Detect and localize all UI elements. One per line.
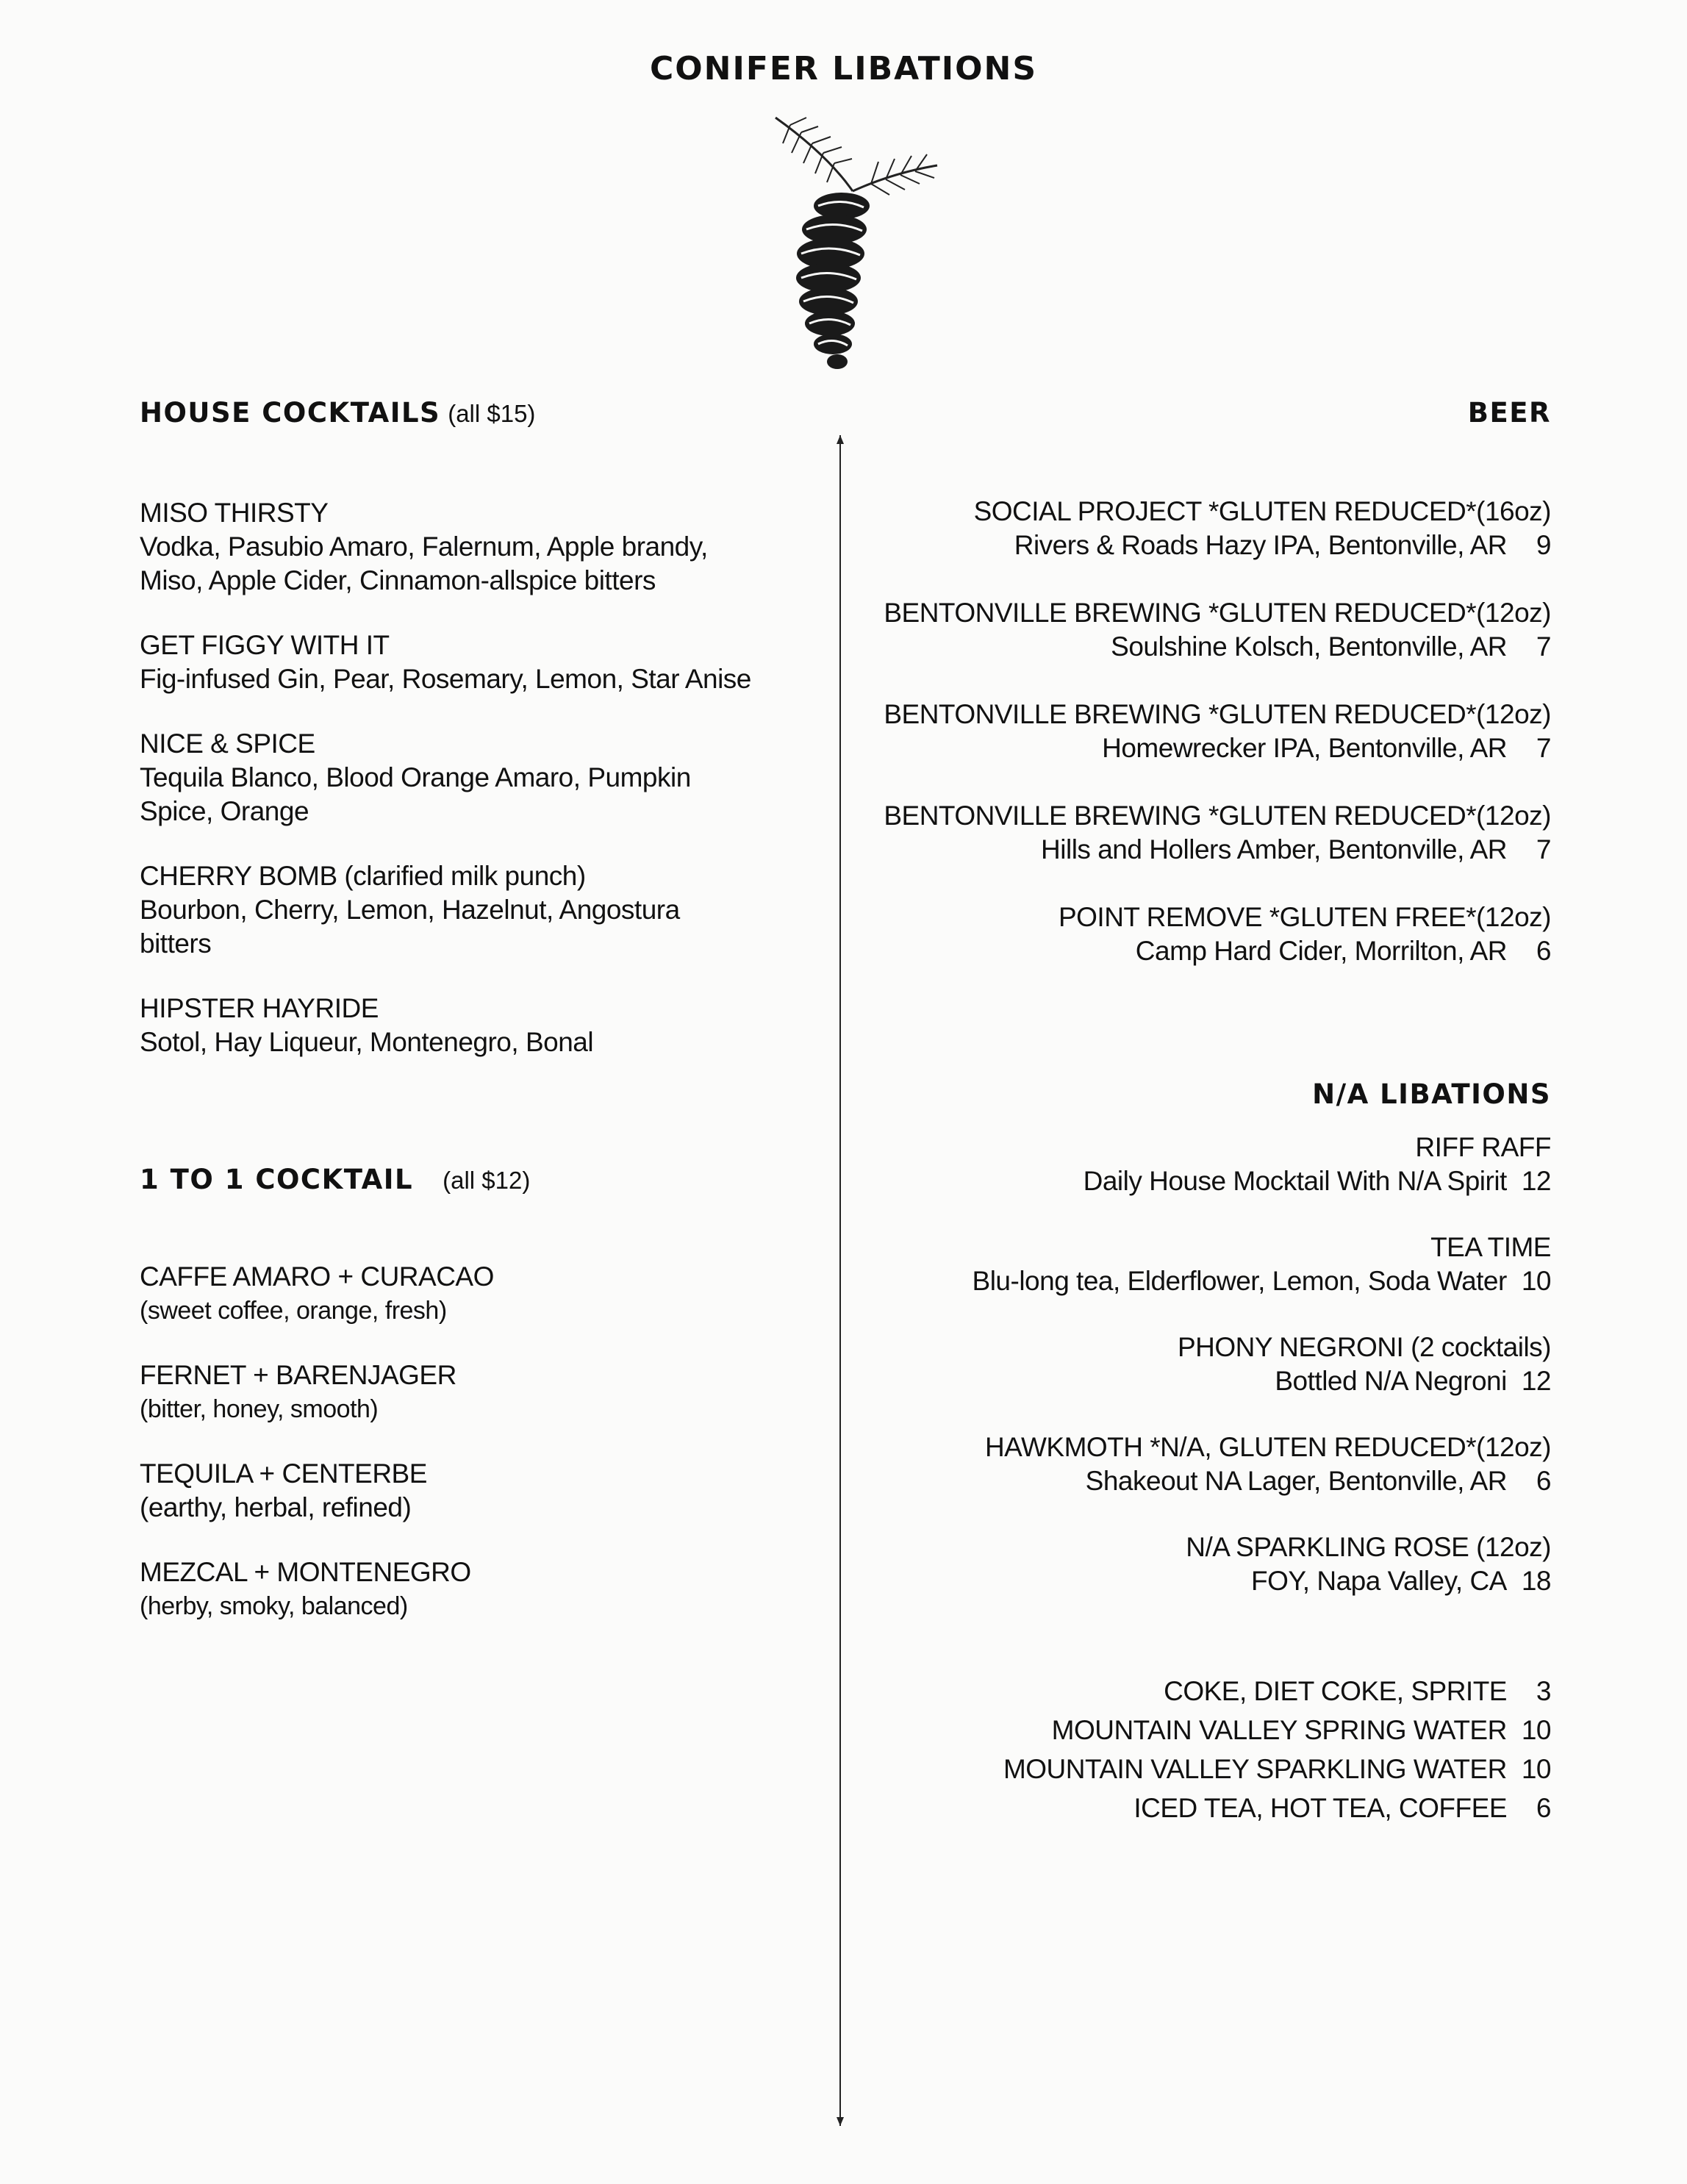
item-desc: bitters: [140, 928, 212, 959]
item-desc: Bourbon, Cherry, Lemon, Hazelnut, Angostura: [140, 895, 680, 925]
item-desc: Tequila Blanco, Blood Orange Amaro, Pumpkin: [140, 762, 691, 792]
menu-item: [816, 1530, 1551, 1598]
item-desc: Vodka, Pasubio Amaro, Falernum, Apple brandy,: [140, 531, 708, 562]
menu-item: [140, 629, 816, 696]
item-desc: (herby, smoky, balanced): [140, 1592, 408, 1620]
menu-item: [816, 596, 1551, 664]
menu-item: [816, 1431, 1551, 1498]
item-desc-text: Rivers & Roads Hazy IPA, Bentonville, AR: [1014, 530, 1507, 560]
menu-item: [816, 799, 1551, 867]
list-item: [816, 1789, 1551, 1827]
item-name: MOUNTAIN VALLEY SPARKLING WATER: [1003, 1754, 1507, 1784]
item-price: 7: [1536, 733, 1551, 763]
item-desc: [816, 1164, 1551, 1198]
item-desc-text: Homewrecker IPA, Bentonville, AR: [1102, 733, 1507, 763]
item-desc: (sweet coffee, orange, fresh): [140, 1297, 447, 1325]
item-name: TEA TIME: [1430, 1232, 1551, 1262]
menu-item: [140, 992, 816, 1059]
na-libations-heading: N/A LIBATIONS: [1312, 1078, 1551, 1110]
item-desc: [816, 1364, 1551, 1398]
item-price: 7: [1536, 834, 1551, 864]
item-desc: (earthy, herbal, refined): [140, 1492, 412, 1522]
item-desc-text: Daily House Mocktail With N/A Spirit: [1083, 1166, 1507, 1196]
item-desc-text: Bottled N/A Negroni: [1275, 1366, 1507, 1396]
item-name: BENTONVILLE BREWING *GLUTEN REDUCED*(12oz): [884, 598, 1551, 628]
list-item: [816, 1750, 1551, 1789]
menu-title: CONIFER LIBATIONS: [649, 50, 1038, 87]
item-desc: (bitter, honey, smooth): [140, 1395, 379, 1423]
item-name: NICE & SPICE: [140, 728, 315, 759]
item-desc: [816, 731, 1551, 765]
section-title: 1 TO 1 COCKTAIL: [140, 1164, 414, 1195]
item-desc: [816, 1264, 1551, 1298]
price-note: (all $15): [448, 400, 536, 427]
item-price: 6: [1536, 1793, 1551, 1823]
menu-item: [140, 727, 816, 828]
item-price: 10: [1521, 1754, 1551, 1784]
left-column: [140, 397, 816, 1623]
item-name: PHONY NEGRONI (2 cocktails): [1177, 1332, 1551, 1362]
item-price: 12: [1521, 1166, 1551, 1196]
menu-item: [140, 1457, 816, 1525]
item-desc-text: FOY, Napa Valley, CA: [1251, 1566, 1507, 1596]
item-desc: [816, 1464, 1551, 1498]
item-price: 6: [1536, 1466, 1551, 1496]
item-name: TEQUILA + CENTERBE: [140, 1458, 427, 1489]
item-name: ICED TEA, HOT TEA, COFFEE: [1133, 1793, 1507, 1823]
item-desc: Fig-infused Gin, Pear, Rosemary, Lemon, Star Anise: [140, 664, 751, 694]
item-desc: Sotol, Hay Liqueur, Montenegro, Bonal: [140, 1027, 594, 1057]
one-to-one-heading: [140, 1164, 816, 1195]
item-name: BENTONVILLE BREWING *GLUTEN REDUCED*(12oz): [884, 801, 1551, 831]
item-desc-text: Blu-long tea, Elderflower, Lemon, Soda Water: [972, 1266, 1507, 1296]
item-name: N/A SPARKLING ROSE (12oz): [1186, 1532, 1551, 1562]
item-name: BENTONVILLE BREWING *GLUTEN REDUCED*(12oz): [884, 699, 1551, 729]
list-item: [816, 1711, 1551, 1750]
price-note: (all $12): [443, 1167, 531, 1194]
item-name: MOUNTAIN VALLEY SPRING WATER: [1051, 1715, 1507, 1745]
item-desc: [816, 833, 1551, 867]
menu-item: [816, 495, 1551, 562]
item-desc: Spice, Orange: [140, 796, 309, 826]
pinecone-icon: [761, 103, 952, 375]
item-name: COKE, DIET COKE, SPRITE: [1164, 1676, 1507, 1706]
menu-item: [816, 901, 1551, 968]
beer-heading: BEER: [1467, 397, 1551, 429]
item-desc: Miso, Apple Cider, Cinnamon-allspice bitters: [140, 565, 656, 595]
item-price: 10: [1521, 1266, 1551, 1296]
item-price: 18: [1521, 1566, 1551, 1596]
item-desc: [816, 630, 1551, 664]
menu-item: [816, 698, 1551, 765]
item-name: FERNET + BARENJAGER: [140, 1360, 456, 1390]
menu-item: [140, 859, 816, 961]
item-name: MEZCAL + MONTENEGRO: [140, 1557, 471, 1587]
soft-drinks-list: [816, 1672, 1551, 1827]
menu-item: [816, 1231, 1551, 1298]
menu-item: [140, 1260, 816, 1328]
item-name: GET FIGGY WITH IT: [140, 630, 390, 660]
item-price: 12: [1521, 1366, 1551, 1396]
item-price: 6: [1536, 936, 1551, 966]
house-cocktails-heading: [140, 397, 816, 429]
item-name: HAWKMOTH *N/A, GLUTEN REDUCED*(12oz): [984, 1432, 1551, 1462]
item-desc-text: Camp Hard Cider, Morrilton, AR: [1135, 936, 1507, 966]
menu-item: [140, 1555, 816, 1623]
item-name: CHERRY BOMB (clarified milk punch): [140, 861, 586, 891]
item-desc: [816, 529, 1551, 562]
menu-item: [816, 1331, 1551, 1398]
menu-item: [140, 496, 816, 598]
item-price: 9: [1536, 530, 1551, 560]
menu-item: [816, 1131, 1551, 1198]
item-desc-text: Hills and Hollers Amber, Bentonville, AR: [1041, 834, 1507, 864]
item-desc-text: Shakeout NA Lager, Bentonville, AR: [1085, 1466, 1507, 1496]
menu-item: [140, 1358, 816, 1426]
item-price: 3: [1536, 1676, 1551, 1706]
item-name: CAFFE AMARO + CURACAO: [140, 1261, 494, 1292]
item-name: POINT REMOVE *GLUTEN FREE*(12oz): [1058, 902, 1551, 932]
right-column: [816, 397, 1551, 1827]
list-item: [816, 1672, 1551, 1711]
item-name: RIFF RAFF: [1415, 1132, 1551, 1162]
item-name: SOCIAL PROJECT *GLUTEN REDUCED*(16oz): [973, 496, 1551, 526]
item-price: 10: [1521, 1715, 1551, 1745]
item-desc: [816, 934, 1551, 968]
item-price: 7: [1536, 631, 1551, 662]
item-name: MISO THIRSTY: [140, 498, 329, 528]
section-title: HOUSE COCKTAILS: [140, 397, 441, 429]
item-desc: [816, 1564, 1551, 1598]
item-name: HIPSTER HAYRIDE: [140, 993, 379, 1023]
item-desc-text: Soulshine Kolsch, Bentonville, AR: [1111, 631, 1507, 662]
